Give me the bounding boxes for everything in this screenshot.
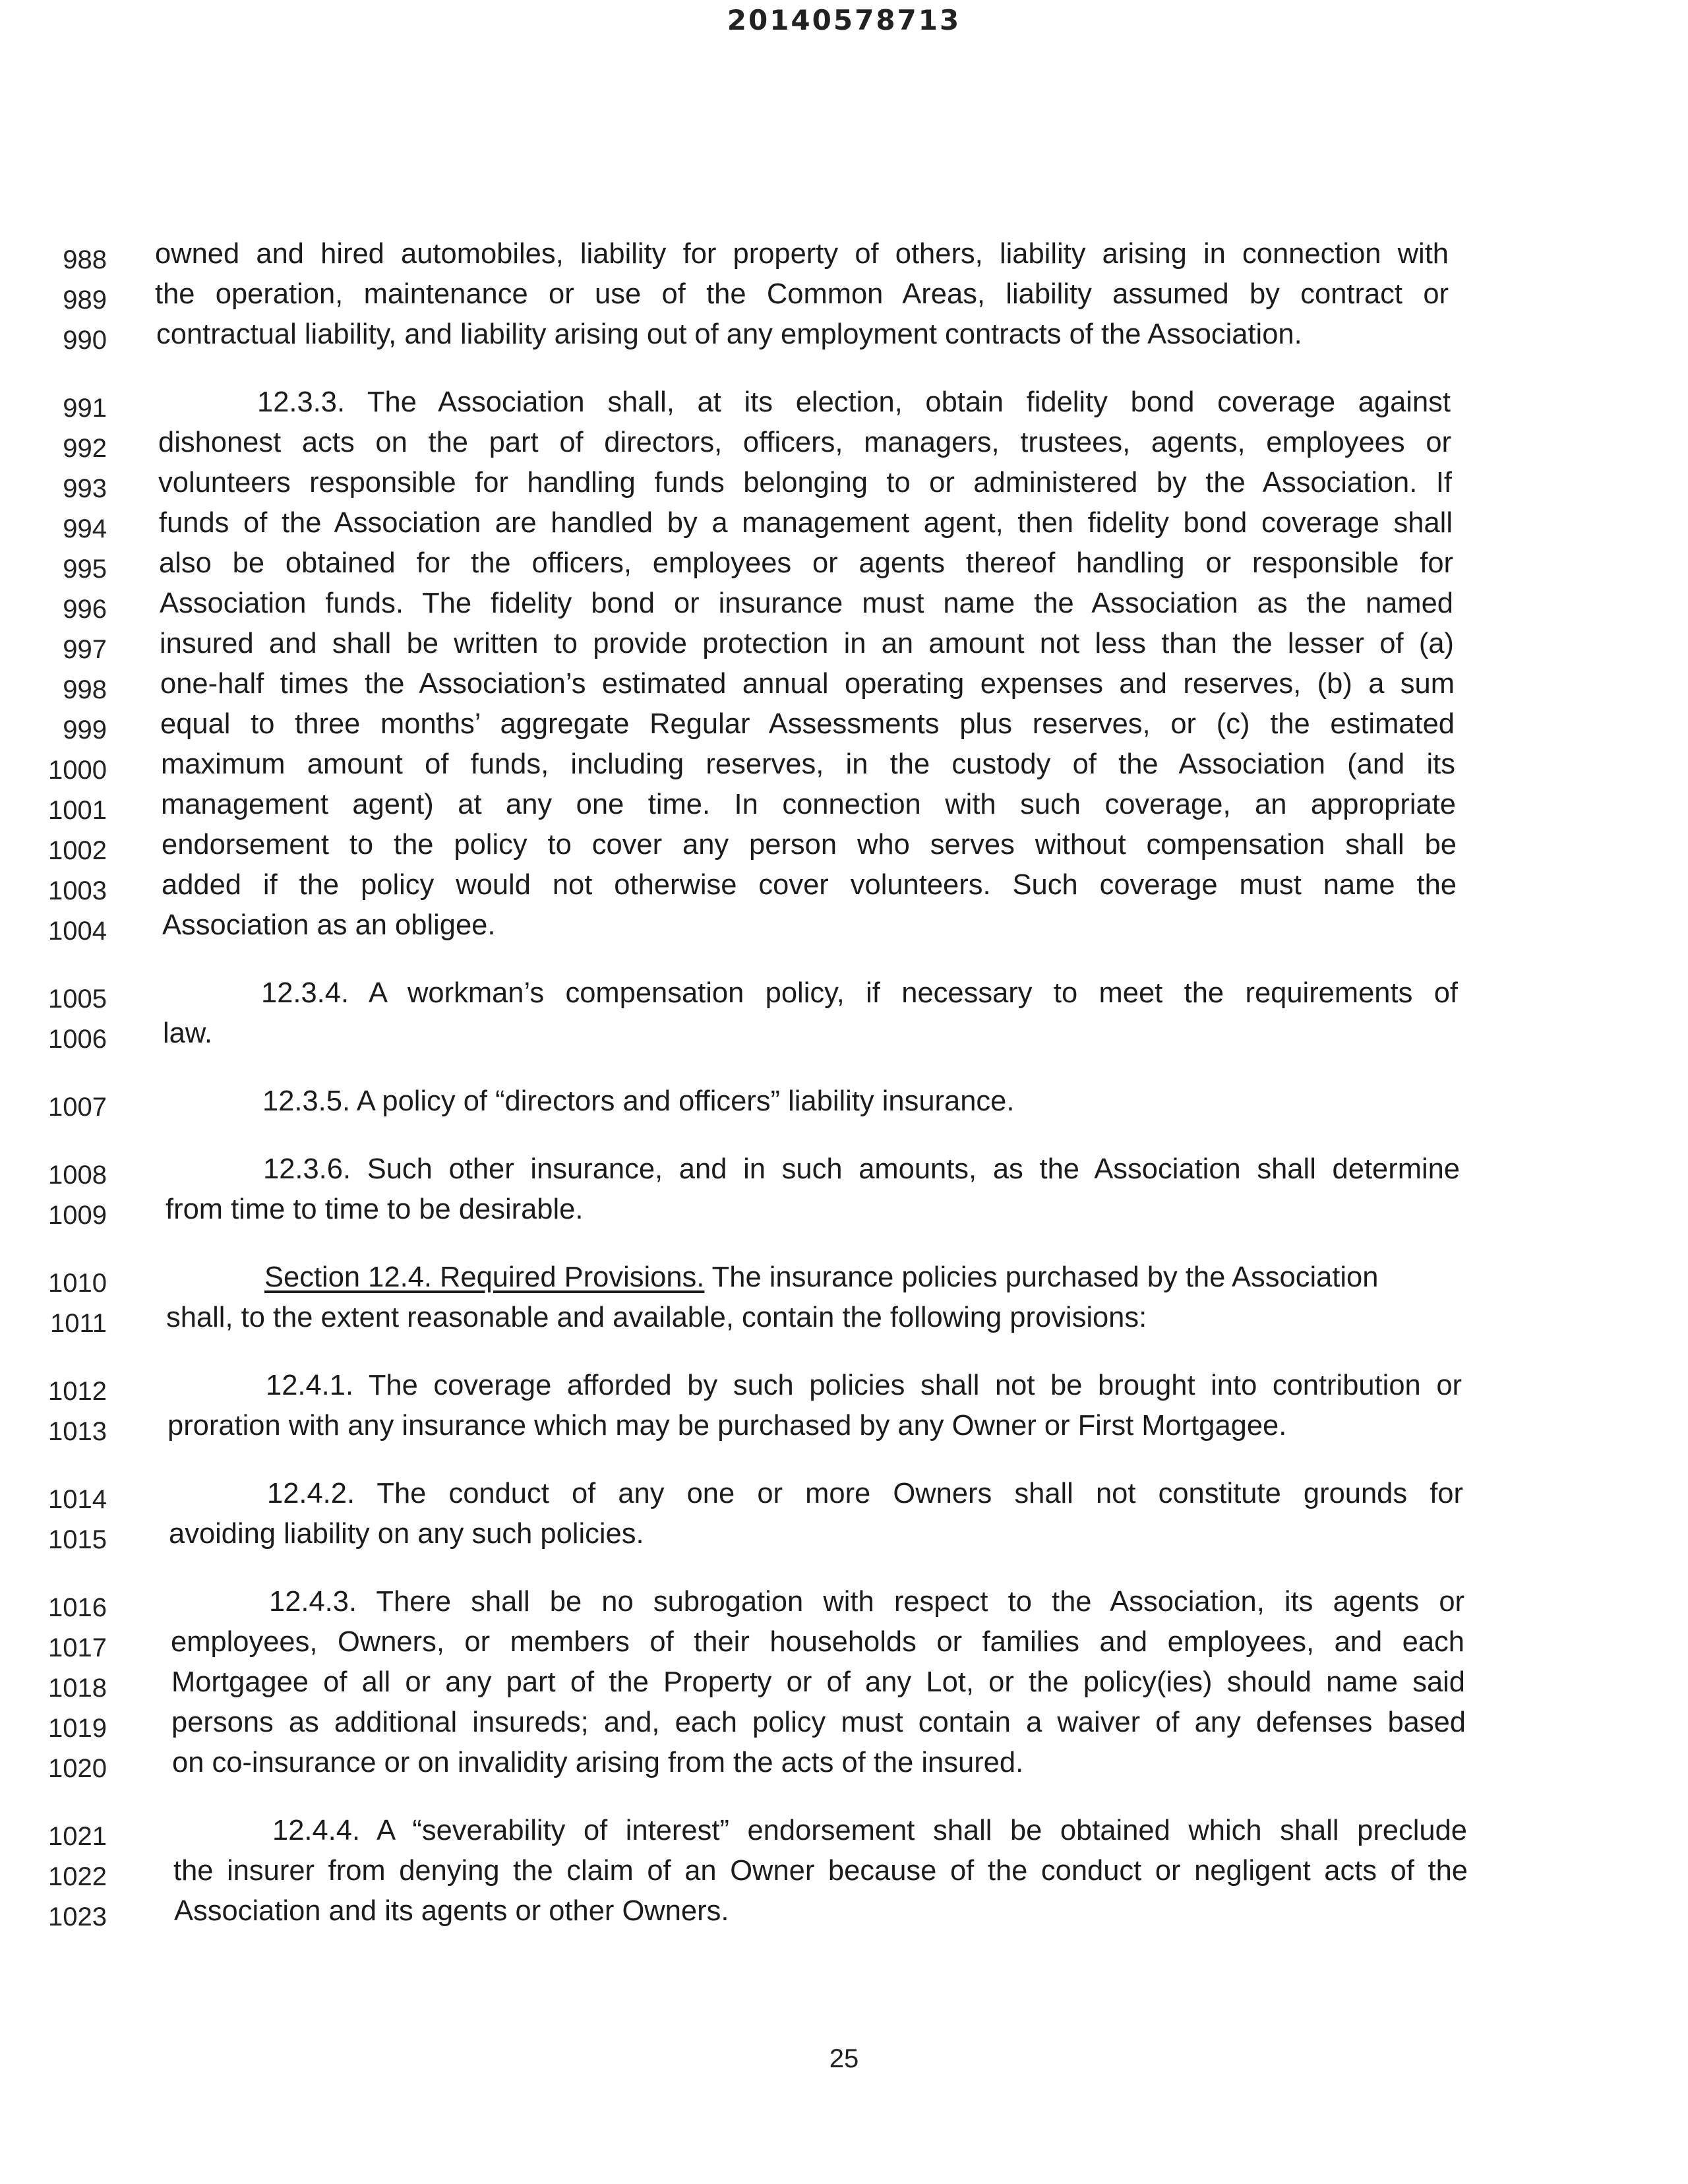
line-number: 1006 bbox=[48, 1025, 107, 1054]
text-line: from time to time to be desirable. bbox=[166, 1194, 584, 1225]
line-number: 1017 bbox=[48, 1633, 107, 1662]
text-line: owned and hired automobiles, liability for property of others, liability arising in connection with bbox=[155, 238, 1449, 270]
line-number: 1019 bbox=[48, 1714, 107, 1743]
section-text: The insurance policies purchased by the Association bbox=[704, 1261, 1379, 1293]
text-line: on co-insurance or on invalidity arising from the acts of the insured. bbox=[172, 1747, 1024, 1778]
line-number: 993 bbox=[63, 474, 107, 503]
text-line: Association and its agents or other Owners. bbox=[174, 1895, 729, 1927]
text-line: 12.3.3. The Association shall, at its election, obtain fidelity bond coverage against bbox=[257, 386, 1451, 418]
line-number: 1015 bbox=[48, 1525, 107, 1554]
text-line: maximum amount of funds, including reserves, in the custody of the Association (and its bbox=[161, 748, 1455, 780]
line-number: 1000 bbox=[48, 756, 107, 785]
text-line: 12.3.6. Such other insurance, and in such amounts, as the Association shall determine bbox=[263, 1153, 1460, 1185]
text-line: added if the policy would not otherwise cover volunteers. Such coverage must name the bbox=[162, 869, 1457, 901]
text-line: 12.4.2. The conduct of any one or more Owners shall not constitute grounds for bbox=[267, 1478, 1463, 1509]
line-number: 1001 bbox=[48, 796, 107, 825]
text-line: volunteers responsible for handling funds belonging to or administered by the Association. If bbox=[158, 467, 1452, 499]
text-line: Association funds. The fidelity bond or insurance must name the Association as the named bbox=[160, 588, 1453, 619]
line-number: 988 bbox=[63, 245, 107, 274]
line-number: 995 bbox=[63, 555, 107, 584]
line-number: 994 bbox=[63, 514, 107, 543]
line-number: 1009 bbox=[48, 1201, 107, 1230]
document-number: 20140578713 bbox=[727, 4, 961, 36]
text-line: law. bbox=[163, 1017, 212, 1049]
line-number: 1005 bbox=[48, 985, 107, 1014]
text-line: proration with any insurance which may be purchased by any Owner or First Mortgagee. bbox=[167, 1410, 1287, 1441]
line-number: 999 bbox=[63, 715, 107, 744]
text-line: insured and shall be written to provide protection in an amount not less than the lesser of (a) bbox=[160, 628, 1454, 659]
text-line: employees, Owners, or members of their households or families and employees, and each bbox=[171, 1626, 1464, 1658]
text-line: 12.3.5. A policy of “directors and officers” liability insurance. bbox=[262, 1085, 1015, 1117]
line-number: 1018 bbox=[48, 1674, 107, 1703]
line-number: 1020 bbox=[48, 1754, 107, 1783]
line-number: 1008 bbox=[48, 1161, 107, 1190]
line-number: 991 bbox=[63, 394, 107, 423]
line-number: 997 bbox=[63, 635, 107, 664]
text-line: persons as additional insureds; and, each policy must contain a waiver of any defenses based bbox=[171, 1707, 1466, 1738]
line-number: 989 bbox=[63, 286, 107, 315]
page-number: 25 bbox=[829, 2044, 859, 2073]
text-line: 12.4.4. A “severability of interest” endorsement shall be obtained which shall preclude bbox=[272, 1815, 1467, 1846]
line-number: 1002 bbox=[48, 836, 107, 865]
line-number: 1011 bbox=[49, 1309, 107, 1338]
line-number: 1003 bbox=[48, 876, 107, 905]
line-number: 1007 bbox=[48, 1093, 107, 1122]
line-number: 998 bbox=[63, 675, 107, 704]
text-line: also be obtained for the officers, employees or agents thereof handling or responsible for bbox=[159, 547, 1453, 579]
text-line: Mortgagee of all or any part of the Property or of any Lot, or the policy(ies) should name said bbox=[171, 1666, 1465, 1698]
text-line: funds of the Association are handled by a management agent, then fidelity bond coverage shall bbox=[159, 507, 1453, 539]
text-line: 12.4.3. There shall be no subrogation with respect to the Association, its agents or bbox=[269, 1586, 1464, 1618]
text-line: contractual liability, and liability arising out of any employment contracts of the Association. bbox=[156, 318, 1302, 350]
line-number: 1021 bbox=[48, 1822, 107, 1851]
text-line: equal to three months’ aggregate Regular Assessments plus reserves, or (c) the estimated bbox=[160, 708, 1455, 740]
text-line: one-half times the Association’s estimated annual operating expenses and reserves, (b) a sum bbox=[160, 668, 1455, 700]
line-number: 1013 bbox=[48, 1417, 107, 1446]
line-number: 990 bbox=[63, 326, 107, 355]
line-number: 1012 bbox=[48, 1377, 107, 1406]
text-line: avoiding liability on any such policies. bbox=[169, 1518, 644, 1550]
section-heading-line bbox=[264, 1261, 1378, 1294]
line-number: 1023 bbox=[48, 1902, 107, 1931]
section-heading: Section 12.4. Required Provisions. bbox=[264, 1261, 705, 1293]
text-line: management agent) at any one time. In connection with such coverage, an appropriate bbox=[161, 789, 1456, 820]
text-line: the operation, maintenance or use of the Common Areas, liability assumed by contract or bbox=[155, 278, 1449, 310]
line-number: 1010 bbox=[48, 1269, 107, 1298]
text-line: the insurer from denying the claim of an Owner because of the conduct or negligent acts of the bbox=[173, 1855, 1468, 1887]
line-number: 1016 bbox=[48, 1593, 107, 1622]
text-line: Association as an obligee. bbox=[162, 909, 496, 941]
text-line: 12.4.1. The coverage afforded by such policies shall not be brought into contribution or bbox=[266, 1370, 1462, 1401]
line-number: 1014 bbox=[48, 1485, 107, 1514]
text-line: endorsement to the policy to cover any person who serves without compensation shall be bbox=[162, 829, 1457, 861]
line-number: 996 bbox=[63, 595, 107, 624]
line-number: 992 bbox=[63, 434, 107, 463]
line-number: 1022 bbox=[48, 1862, 107, 1891]
line-number: 1004 bbox=[48, 917, 107, 946]
text-line: dishonest acts on the part of directors, officers, managers, trustees, agents, employees or bbox=[158, 427, 1451, 458]
text-line: 12.3.4. A workman’s compensation policy, if necessary to meet the requirements of bbox=[261, 977, 1458, 1009]
text-line: shall, to the extent reasonable and available, contain the following provisions: bbox=[166, 1302, 1147, 1333]
